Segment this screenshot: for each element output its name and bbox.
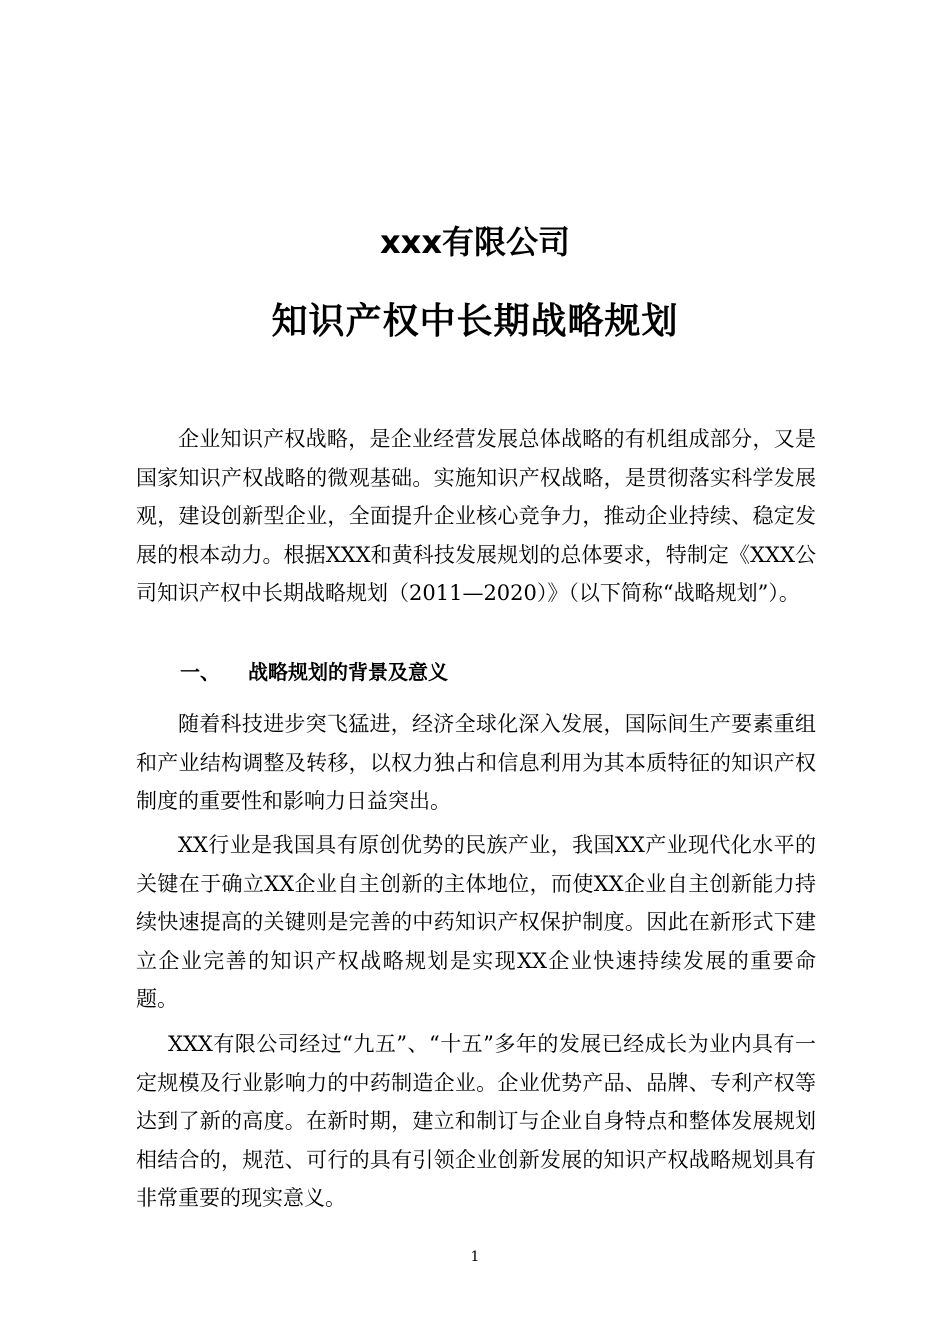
document-title-subtitle: 知识产权中长期战略规划 — [271, 301, 679, 342]
section-heading — [180, 656, 448, 688]
document-title-company: xxx有限公司 — [380, 223, 570, 261]
page-number: 1 — [470, 1249, 480, 1265]
body-paragraph: XX行业是我国具有原创优势的民族产业，我国XX产业现代化水平的关键在于确立XX企业自主创新的主体地位，而使XX企业自主创新能力持续快速提高的关键则是完善的中药知识产权保护制度。因此在新形式下建立企业完善的知识产权战略规划是实现XX企业快速持续发展的重要命题。 — [136, 833, 816, 1011]
section-number: 一、 — [180, 660, 220, 684]
body-paragraph: 随着科技进步突飞猛进，经济全球化深入发展，国际间生产要素重组和产业结构调整及转移，以权力独占和信息利用为其本质特征的知识产权制度的重要性和影响力日益突出。 — [136, 712, 816, 813]
body-paragraph: XXX有限公司经过“九五”、“十五”多年的发展已经成长为业内具有一定规模及行业影响力的中药制造企业。企业优势产品、品牌、专利产权等达到了新的高度。在新时期，建立和制订与企业自身特点和整体发展规划相结合的，规范、可行的具有引领企业创新发展的知识产权战略规划具有非常重要的现实意义。 — [136, 1032, 816, 1210]
section-title: 战略规划的背景及意义 — [248, 660, 448, 684]
intro-paragraph: 企业知识产权战略，是企业经营发展总体战略的有机组成部分，又是国家知识产权战略的微观基础。实施知识产权战略，是贯彻落实科学发展观，建设创新型企业，全面提升企业核心竞争力，推动企业持续、稳定发展的根本动力。根据XXX和黄科技发展规划的总体要求，特制定《XXX公司知识产权中长期战略规划（2011—2020）》（以下简称“战略规划”）。 — [136, 427, 816, 605]
